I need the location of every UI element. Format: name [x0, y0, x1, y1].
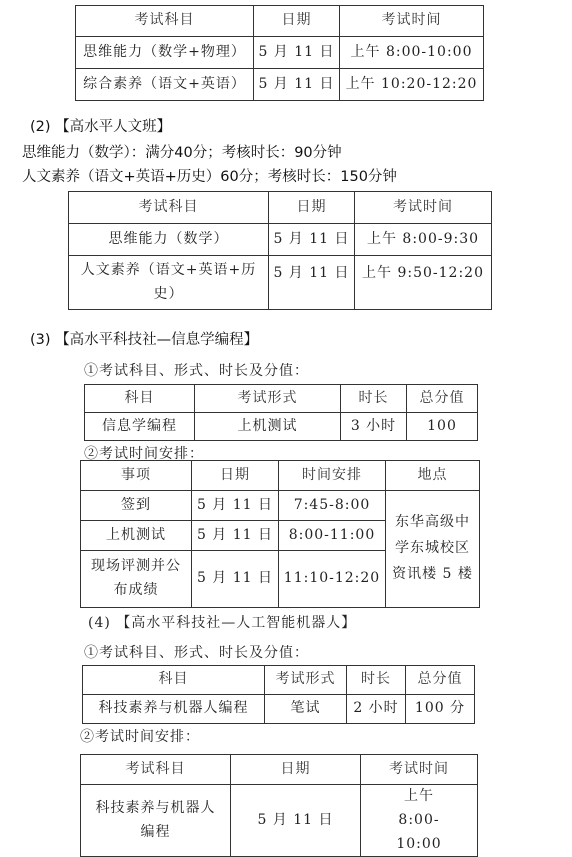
table-cell: 5 月 11 日: [254, 37, 340, 69]
header-cell: 考试科目: [76, 6, 254, 37]
header-cell: 日期: [269, 192, 355, 224]
table-cell: 5 月 11 日: [192, 551, 279, 608]
header-cell: 科目: [85, 385, 195, 413]
table-cell: 上午 8:00-10:00: [340, 37, 484, 69]
exam-format-table-3: [84, 384, 478, 441]
table-cell: 11:10-12:20: [279, 551, 386, 608]
section-3-sub-1: ①考试科目、形式、时长及分值：: [84, 363, 309, 379]
header-cell: 日期: [192, 461, 279, 491]
schedule-table-4: [80, 754, 478, 857]
table-cell: 5 月 11 日: [192, 521, 279, 551]
header-cell: 日期: [231, 755, 361, 785]
header-cell: 考试时间: [355, 192, 492, 224]
header-cell: 科目: [83, 666, 265, 695]
table-cell: 人文素养（语文+英语+历史）: [69, 256, 269, 310]
header-cell: 考试时间: [340, 6, 484, 37]
table-cell: 5 月 11 日: [231, 785, 361, 857]
table-header-row: [85, 385, 478, 413]
table-cell: 100: [407, 413, 478, 441]
table-cell: 综合素养（语文+英语）: [76, 69, 254, 101]
table-cell: 上午 9:50-12:20: [355, 256, 492, 310]
location-cell: 东华高级中学东城校区资讯楼 5 楼: [386, 491, 480, 608]
table-cell: 上午 8:00-9:30: [355, 224, 492, 256]
table-header-row: [69, 192, 492, 224]
table-cell: 现场评测并公布成绩: [81, 551, 192, 608]
table-cell: 科技素养与机器人编程: [81, 785, 231, 857]
header-cell: 时长: [347, 666, 406, 695]
table-cell: 上机测试: [81, 521, 192, 551]
header-cell: 考试形式: [265, 666, 347, 695]
table-cell: 5 月 11 日: [269, 256, 355, 310]
table-cell: 信息学编程: [85, 413, 195, 441]
header-cell: 考试形式: [195, 385, 341, 413]
table-cell: 思维能力（数学+物理）: [76, 37, 254, 69]
table-header-row: [81, 755, 478, 785]
section-2-heading: (2) 【高水平人文班】: [30, 119, 172, 135]
header-cell: 时长: [341, 385, 407, 413]
header-cell: 事项: [81, 461, 192, 491]
table-row: [76, 37, 484, 69]
table-row: [83, 695, 475, 724]
table-cell: 100 分: [406, 695, 475, 724]
section-3-heading: (3) 【高水平科技社—信息学编程】: [30, 332, 259, 348]
table-row: [81, 785, 478, 857]
header-cell: 日期: [254, 6, 340, 37]
header-cell: 时间安排: [279, 461, 386, 491]
table-cell: 5 月 11 日: [254, 69, 340, 101]
header-cell: 总分值: [406, 666, 475, 695]
table-row: [81, 491, 480, 521]
header-cell: 地点: [386, 461, 480, 491]
exam-format-table-4: [82, 665, 475, 724]
table-cell: 7:45-8:00: [279, 491, 386, 521]
exam-table-2: [68, 191, 492, 310]
section-4-sub-1: ①考试科目、形式、时长及分值：: [84, 645, 309, 661]
table-cell: 8:00-11:00: [279, 521, 386, 551]
table-row: [76, 69, 484, 101]
table-cell: 5 月 11 日: [269, 224, 355, 256]
table-row: [69, 224, 492, 256]
table-header-row: [76, 6, 484, 37]
section-3-sub-2: ②考试时间安排：: [84, 446, 204, 462]
table-cell: 2 小时: [347, 695, 406, 724]
header-cell: 考试时间: [361, 755, 478, 785]
table-header-row: [81, 461, 480, 491]
table-cell: 签到: [81, 491, 192, 521]
section-2-line-2: 人文素养（语文+英语+历史）60分；考核时长：150分钟: [22, 169, 397, 185]
header-cell: 考试科目: [81, 755, 231, 785]
table-cell: 上机测试: [195, 413, 341, 441]
table-cell: 3 小时: [341, 413, 407, 441]
table-cell: 笔试: [265, 695, 347, 724]
exam-table-1: [75, 5, 484, 101]
table-cell: 上午 10:20-12:20: [340, 69, 484, 101]
table-row: [69, 256, 492, 310]
table-row: [85, 413, 478, 441]
section-2-line-1: 思维能力（数学）：满分40分；考核时长：90分钟: [22, 145, 342, 161]
table-header-row: [83, 666, 475, 695]
section-4-heading: (4) 【高水平科技社—人工智能机器人】: [88, 615, 357, 631]
table-cell: 思维能力（数学）: [69, 224, 269, 256]
schedule-table-3: [80, 460, 480, 608]
section-4-sub-2: ②考试时间安排：: [80, 729, 200, 745]
header-cell: 考试科目: [69, 192, 269, 224]
table-cell: 科技素养与机器人编程: [83, 695, 265, 724]
table-cell: 5 月 11 日: [192, 491, 279, 521]
table-cell: 上午 8:00-10:00: [361, 785, 478, 857]
header-cell: 总分值: [407, 385, 478, 413]
